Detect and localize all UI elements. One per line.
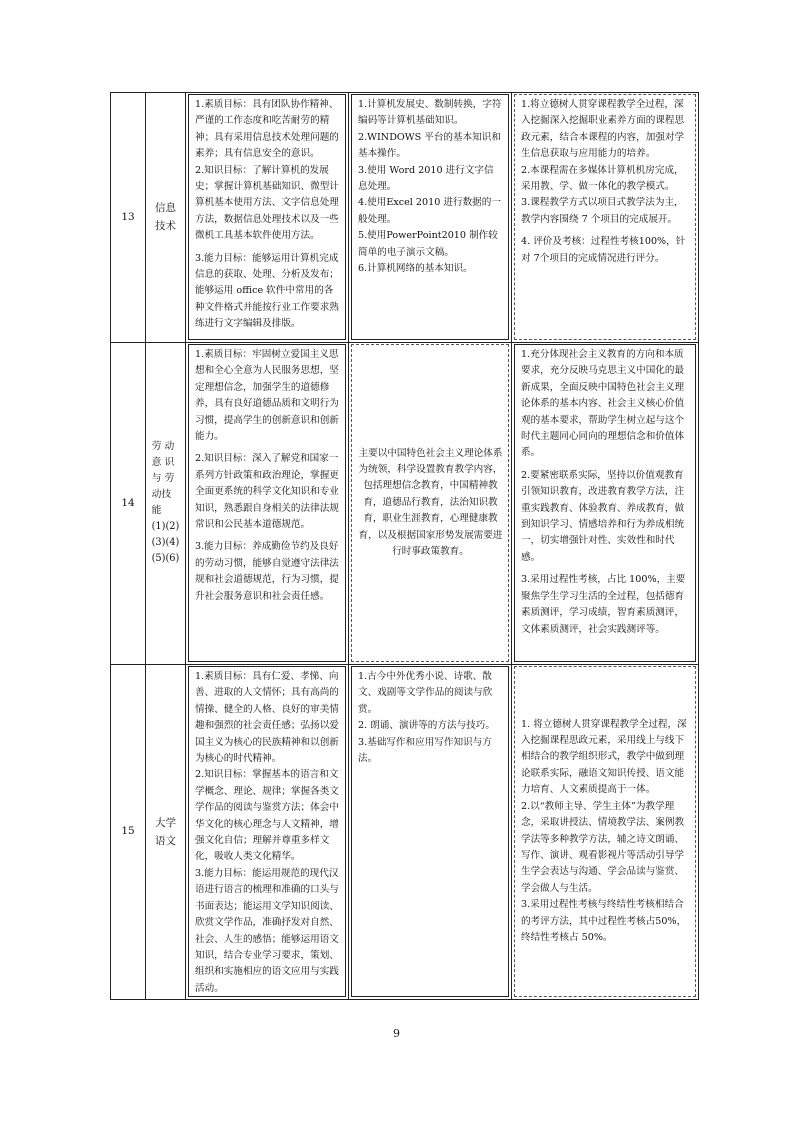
objective-item: 2.知识目标：深入了解党和国家一系列方针政策和政治理论，掌握更全面更系统的科学文化知识和专业知识，熟悉跟自身相关的法律法规常识和公民基本道德规范。 — [195, 453, 339, 531]
content-item: 1.计算机发展史、数制转换，字符编码等计算机基础知识。 — [358, 99, 502, 127]
requirement-item: 1. 将立德树人贯穿课程教学全过程，深入挖掘课程思政元素，采用线上与线下相结合的教学组织形式，教学中做到理论联系实际，融语文知识传授、语文能力培育、人文素质提高于一体。 — [521, 718, 687, 796]
requirement-item: 3.课程教学方式以项目式教学法为主，教学内容围绕 7 个项目的完成展开。 — [521, 197, 684, 225]
content-cell — [349, 93, 512, 343]
content-item: 3.使用 Word 2010 进行文字信息处理。 — [358, 164, 494, 193]
course-name-line: 大学 — [155, 816, 176, 829]
content-cell — [349, 665, 512, 1000]
objective-item: 1.素质目标：牢固树立爱国主义思想和全心全意为人民服务思想，坚定理想信念，加强学生的道德修养，具有良好道德品质和文明行为习惯，提高学生的创新意识和创新能力。 — [195, 349, 339, 443]
requirement-item: 1.将立德树人贯穿课程教学全过程，深入挖掘深入挖掘职业素养方面的课程思政元素，结合本课程的内容，加强对学生信息获取与应用能力的培养。 — [521, 99, 685, 160]
content-box — [351, 344, 509, 662]
course-name-line: 与 劳 — [151, 473, 175, 485]
row-number-cell — [111, 93, 146, 343]
objective-item: 3.能力目标：能够运用计算机完成信息的获取、处理、分析及发布；能够运用 office 软件中常用的各种文件格式并能按行业工作要求熟练进行文字编辑及排版。 — [195, 252, 339, 330]
course-name — [152, 439, 180, 567]
content-item: 4.使用Excel 2010 进行数据的一般处理。 — [358, 197, 501, 225]
content-box — [351, 666, 509, 997]
course-name-line: 意 识 — [151, 457, 175, 469]
requirement-item: 2.以“教师主导、学生主体”为教学理念，采取讲授法、情境教学法、案例教学法等多种教学方法，辅之诗文朗诵、写作、演讲、观看影视片等活动引导学生学会表达与沟通、学会品读与鉴赏、学会做人与生活。 — [521, 800, 685, 894]
objectives-box — [188, 344, 346, 662]
objectives-cell — [186, 93, 349, 343]
table-row — [111, 343, 699, 665]
content-item: 2. 朗诵、演讲等的方法与技巧。 — [358, 720, 495, 732]
requirements-box — [514, 94, 696, 340]
objectives-box — [188, 666, 346, 997]
row-number: 15 — [121, 825, 135, 838]
course-name-line: 劳 动 — [151, 441, 175, 453]
objective-item: 2.知识目标：了解计算机的发展史；掌握计算机基础知识、微型计算机基本使用方法、文字信息处理方法，数据信息处理技术以及一些微机工具基本软件使用方法。 — [195, 164, 339, 242]
requirement-item: 2.本课程需在多媒体计算机机房完成，采用教、学、做一体化的教学模式。 — [521, 164, 684, 193]
table-row — [111, 665, 699, 1000]
row-number: 13 — [121, 210, 135, 223]
page-number: 9 — [393, 1027, 400, 1040]
course-name-cell — [146, 93, 186, 343]
content-cell — [349, 343, 512, 665]
objective-item: 2.知识目标：掌握基本的语言和文学概念、理论、规律；掌握各类文学作品的阅读与鉴赏方法；体会中华文化的核心理念与人文精神，增强文化自信；理解并尊重多样文化，吸收人类文化精华。 — [195, 769, 339, 863]
objective-item: 3.能力目标：养成勤俭节约及良好的劳动习惯，能够自觉遵守法律法规和社会道德规范，行为习惯，提升社会服务意识和社会责任感。 — [195, 541, 339, 602]
curriculum-table — [110, 92, 699, 1000]
requirement-item: 1.充分体现社会主义教育的方向和本质要求，充分反映马克思主义中国化的最新成果，全面反映中国特色社会主义理论体系的基本内容、社会主义核心价值观的基本要求，帮助学生树立起与这个时代主题同心同向的理想信念和价值体系。 — [521, 349, 685, 459]
requirements-box — [514, 344, 696, 662]
course-name-cell — [146, 343, 186, 665]
content-item: 3.基础写作和应用写作知识与方法。 — [358, 736, 492, 765]
content-item: 主要以中国特色社会主义理论体系为统领，科学设置教育教学内容，包括理想信念教育，中国精神教育，道德品行教育，法治知识教育，职业生涯教育，心理健康教育，以及根据国家形势发展需要进行时事政策教育。 — [358, 447, 503, 558]
row-number-cell — [111, 665, 146, 1000]
course-name-line: 语文 — [155, 834, 176, 847]
course-name-line: 动技 — [151, 489, 172, 501]
content-item: 6.计算机网络的基本知识。 — [358, 263, 473, 275]
row-number-cell — [111, 343, 146, 665]
course-name-cell — [146, 665, 186, 1000]
content-item: 2.WINDOWS 平台的基本知识和基本操作。 — [358, 131, 501, 160]
course-name-line: 信息 — [155, 202, 176, 215]
course-name-line: 技术 — [155, 220, 176, 233]
objectives-cell — [186, 665, 349, 1000]
course-name — [155, 199, 176, 235]
course-name-line: 能 — [151, 505, 162, 517]
requirements-cell — [512, 93, 699, 343]
requirement-item: 3.采用过程性考核与终结性考核相结合的考评方法，其中过程性考核占50%，终结性考核占 50%。 — [521, 899, 687, 943]
content-item: 5.使用PowerPoint2010 制作较简单的电子演示文稿。 — [358, 230, 498, 258]
course-name-line: (3)(4) — [151, 537, 180, 549]
requirement-item: 4. 评价及考核：过程性考核100%，针对 7个项目的完成情况进行评分。 — [521, 236, 686, 264]
course-name — [155, 814, 176, 850]
requirement-item: 2.要紧密联系实际，坚持以价值观教育引领知识教育，改进教育教学方法，注重实践教育、体验教育、养成教育，做到知识学习、情感培养和行为养成相统一，切实增强针对性、实效性和时代感。 — [521, 469, 685, 563]
requirement-item: 3.采用过程性考核，占比 100%，主要聚焦学生学习生活的全过程，包括德育素质测评，学习成绩，智育素质测评，文体素质测评，社会实践测评等。 — [521, 574, 686, 635]
objective-item: 1.素质目标：具有团队协作精神、严谨的工作态度和吃苦耐劳的精神；具有采用信息技术处理问题的素养；具有信息安全的意识。 — [195, 99, 339, 160]
objective-item: 3.能力目标：能运用规范的现代汉语进行语言的梳理和准确的口头与书面表达；能运用文学知识阅读、欣赏文学作品，准确抒发对自然、社会、人生的感悟；能够运用语文知识，结合专业学习要求，策划、组织和实施相应的语文应用与实践活动。 — [195, 867, 339, 994]
course-name-line: (5)(6) — [151, 553, 180, 565]
objective-item: 1.素质目标：具有仁爱、孝悌、向善、进取的人文情怀；具有高尚的情操、健全的人格、良好的审美情趣和强烈的社会责任感；弘扬以爱国主义为核心的民族精神和以创新为核心的时代精神。 — [195, 671, 339, 765]
course-name-line: (1)(2) — [151, 521, 180, 533]
content-item: 1.古今中外优秀小说、诗歌、散文、戏剧等文学作品的阅读与欣赏。 — [358, 671, 493, 715]
table-row — [111, 93, 699, 343]
requirements-box — [514, 666, 696, 997]
requirements-cell — [512, 665, 699, 1000]
requirements-cell — [512, 343, 699, 665]
content-box — [351, 94, 509, 340]
objectives-box — [188, 94, 346, 340]
objectives-cell — [186, 343, 349, 665]
row-number: 14 — [121, 496, 135, 509]
